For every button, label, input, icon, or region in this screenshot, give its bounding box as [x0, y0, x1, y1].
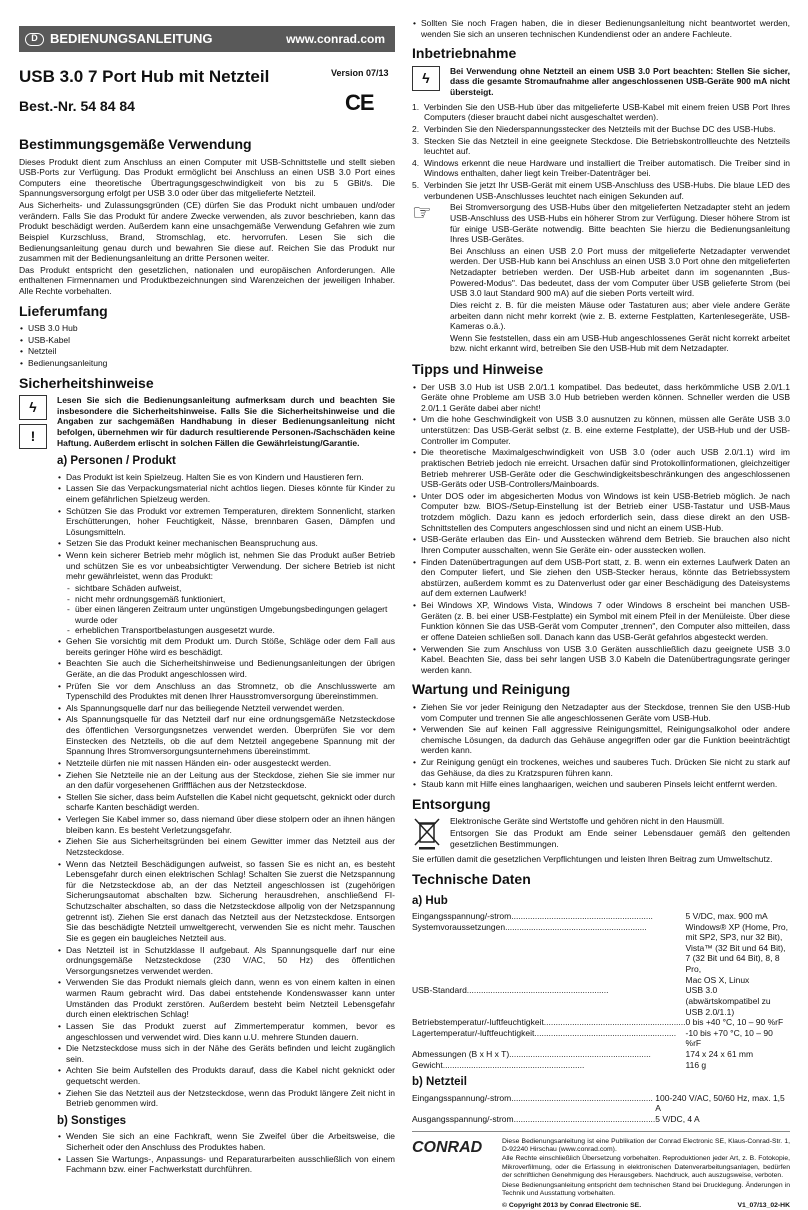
subheading-misc: b) Sonstiges	[57, 1114, 395, 1128]
spec-value: 0 bis +40 °C, 10 – 90 %rF	[686, 1017, 790, 1028]
step-number: 3.	[412, 136, 419, 147]
left-column	[19, 130, 395, 1176]
spec-key: Systemvoraussetzungen............................................................	[412, 922, 686, 943]
step-text: Verbinden Sie den Niederspannungsstecker des Netzteils mit der Buchse DC des USB-Hubs.	[424, 124, 776, 134]
list-item: • Verwenden Sie das Produkt niemals gleich dann, wenn es von einem kalten in einen warmen Raum gebracht wird. Das dabei entstehende Kondenswasser kann unter Umständen das Produkt zerstören. Außerdem besteht beim Netzteil Lebensgefahr durch einen elektrischen Schlag!	[57, 977, 395, 1020]
spec-value: 174 x 24 x 61 mm	[686, 1049, 790, 1060]
list-item: • Um die hohe Geschwindigkeit von USB 3.0 ausnutzen zu können, müssen alle Geräte USB 3.0 unterstützen: Das USB-Gerät selbst (z. B. eine externe Festplatte), der USB-Hub und der USB-Controller im Computer.	[412, 414, 790, 446]
list-item: • Lassen Sie das Produkt zuerst auf Zimmertemperatur kommen, bevor es angeschlossen und verwendet wird. Dies kann u.U. mehrere Stunden dauern.	[57, 1021, 395, 1042]
ce-mark: CE	[345, 89, 374, 117]
subheading-persons: a) Personen / Produkt	[57, 454, 395, 468]
usage-paragraph: Dieses Produkt dient zum Anschluss an einen Computer mit USB-Schnittstelle und stellt sieben USB-Ports zur Verfügung. Das Produkt ermöglicht bei Anschluss an einen USB 3.0 Port eines Computers eine theoretische Übertragungsgeschwindigkeit von bis zu 5 GBit/s. Die Spannungsversorgung erfolgt per USB 3.0 oder über das mitgelieferte Netzteil.	[19, 157, 395, 200]
high-voltage-icon: ϟ	[412, 66, 440, 91]
spec-value: -10 bis +70 °C, 10 – 90 %rF	[686, 1028, 790, 1049]
language-d-icon: D	[25, 33, 44, 46]
spec-key: Eingangsspannung/-strom............................................................	[412, 1093, 655, 1114]
right-column	[412, 18, 790, 1210]
spec-key: Lagertemperatur/-luftfeuchtigkeit............................................................	[412, 1028, 686, 1049]
step-number: 1.	[412, 102, 419, 113]
contents-list	[19, 323, 395, 369]
table-row	[412, 975, 790, 986]
note-paragraph: Wenn Sie feststellen, dass ein am USB-Hub angeschlossenes Gerät nicht korrekt arbeitet bzw. nicht erkannt wird, betreiben Sie den USB-Hub mit dem Netzadapter.	[450, 333, 790, 354]
misc-list	[57, 1131, 395, 1175]
questions-list	[412, 18, 790, 39]
disposal-box	[412, 816, 790, 850]
list-item: • Staub kann mit Hilfe eines langhaarigen, weichen und sauberen Pinsels leicht entfernt werden.	[412, 779, 790, 790]
high-voltage-icon: ϟ	[19, 395, 47, 420]
section-heading-setup: Inbetriebnahme	[412, 45, 790, 63]
footer-text: Alle Rechte einschließlich Übersetzung vorbehalten. Reproduktionen jeder Art, z. B. Fotokopie, Mikroverfilmung, oder die Erfassung in elektronischen Datenverarbeitungsanlagen, bedürfen der schriftlichen Genehmigung des Herausgebers. Nachdruck, auch auszugsweise, verboten.	[502, 1155, 790, 1180]
table-row	[412, 1028, 790, 1049]
copyright: © Copyright 2013 by Conrad Electronic SE.	[502, 1202, 641, 1210]
note-paragraph: Bei Stromversorgung des USB-Hubs über den mitgelieferten Netzadapter steht an jedem USB-Anschluss des USB-Hubs ein höherer Strom zur Verfügung. Dieser höhere Strom ist für einige USB-Geräte notwendig. Bitte beachten Sie hierzu die Bedienungsanleitung Ihres USB-Gerätes.	[450, 202, 790, 245]
pointing-hand-icon: ☞	[412, 202, 442, 355]
list-item: • Ziehen Sie das Netzteil aus der Netzsteckdose, wenn das Produkt längere Zeit nicht in Betrieb genommen wird.	[57, 1088, 395, 1109]
list-item: • Die theoretische Maximalgeschwindigkeit von USB 3.0 (oder auch USB 2.0/1.1) wird im praktischen Betrieb jedoch nie erreicht. Ursachen dafür sind Protokollinformationen, gleichzeitiger Betrieb mehrerer USB-Geräte oder die Geschwindigkeitsbeschränkungen des angeschlossenen USB-Geräts oder USB-Controllers/Mainboards.	[412, 447, 790, 490]
crossed-bin-icon	[412, 816, 442, 850]
spec-value: 116 g	[686, 1060, 790, 1071]
step-text: Stecken Sie das Netzteil in eine geeignete Steckdose. Die Betriebskontrollleuchte des Netzteils leuchtet auf.	[424, 136, 790, 157]
list-item: • Wenn kein sicherer Betrieb mehr möglich ist, nehmen Sie das Produkt außer Betrieb und schützen Sie es vor unbeabsichtigter Verwendung. Der sichere Betrieb ist nicht mehr gewährleistet, wenn das Produkt:	[57, 550, 395, 582]
table-row	[412, 1093, 790, 1114]
step-item	[412, 180, 790, 201]
conrad-logo: CONRAD	[412, 1138, 492, 1210]
disposal-note: Sie erfüllen damit die gesetzlichen Verpflichtungen und leisten Ihren Beitrag zum Umweltschutz.	[412, 854, 790, 865]
spec-key: Eingangsspannung/-strom............................................................	[412, 911, 686, 922]
spec-key: Abmessungen (B x H x T)............................................................	[412, 1049, 686, 1060]
list-item: • Verwenden Sie zum Anschluss von USB 3.0 Geräten ausschließlich dazu geeignete USB 3.0 Kabel. Beachten Sie, dass bei sehr langen USB 3.0 Kabeln die Datenübertragungsrate geringer werden kann.	[412, 644, 790, 676]
list-item: • Achten Sie beim Aufstellen des Produkts darauf, dass die Kabel nicht geknickt oder gequetscht werden.	[57, 1065, 395, 1086]
list-item: • Gehen Sie vorsichtig mit dem Produkt um. Durch Stöße, Schläge oder dem Fall aus bereits geringer Höhe wird es beschädigt.	[57, 636, 395, 657]
spec-key: Ausgangsspannung/-strom............................................................	[412, 1114, 655, 1125]
list-item: • Unter DOS oder im abgesicherten Modus von Windows ist kein USB-Betrieb möglich. Je nach Computer bzw. BIOS-/Setup-Einstellung ist der Betrieb einer USB-Tastatur und USB-Maus trotzdem möglich. Dazu kann es jedoch erforderlich sein, dass diese direkt an den USB-Schnittstellen des Computers angeschlossen sind und nicht an einem USB-Hub.	[412, 491, 790, 534]
safety-warning-text: Lesen Sie sich die Bedienungsanleitung aufmerksam durch und beachten Sie insbesondere die Sicherheitshinweise. Falls Sie die Sicherheitshinweise und die Angaben zur sachgemäßen Handhabung in dieser Bedienungsanleitung nicht befolgen, übernehmen wir für dadurch resultierende Personen-/Sachschäden keine Haftung. Außerdem erlischt in solchen Fällen die Gewährleistung/Garantie.	[57, 395, 395, 448]
step-text: Verbinden Sie jetzt Ihr USB-Gerät mit einem USB-Anschluss des USB-Hubs. Die blaue LED des verbundenen USB-Anschlusses leuchtet nach einigen Sekunden auf.	[424, 180, 790, 201]
order-number: Best.-Nr. 54 84 84	[19, 98, 135, 116]
spec-value: Windows® XP (Home, Pro, mit SP2, SP3, nur 32 Bit),	[686, 922, 790, 943]
spec-value: Vista™ (32 Bit und 64 Bit), 7 (32 Bit und 64 Bit), 8, 8 Pro,	[686, 943, 790, 975]
section-heading-tips: Tipps und Hinweise	[412, 361, 790, 379]
list-item: • Ziehen Sie aus Sicherheitsgründen bei einem Gewitter immer das Netzteil aus der Netzsteckdose.	[57, 836, 395, 857]
hub-spec-table	[412, 911, 790, 1070]
list-item: • Verlegen Sie Kabel immer so, dass niemand über diese stolpern oder an ihnen hängen bleiben kann. Es besteht Verletzungsgefahr.	[57, 814, 395, 835]
list-item: • Bedienungsanleitung	[19, 358, 395, 369]
step-item	[412, 102, 790, 123]
spec-key: Betriebstemperatur/-luftfeuchtigkeit............................................................	[412, 1017, 686, 1028]
spec-value: 5 V/DC, max. 900 mA	[686, 911, 790, 922]
document-title: USB 3.0 7 Port Hub mit Netzteil	[19, 66, 269, 87]
warning-icon: !	[19, 424, 47, 449]
list-item: • Finden Datenübertragungen auf dem USB-Port statt, z. B. wenn ein externes Laufwerk Daten an den Computer liefert, und Sie ziehen den USB-Stecker heraus, könnte das Betriebssystem abstürzen, außerdem kommt es zu Datenverlust oder gar einer Beschädigung des Dateisystems auf dem externen Laufwerk!	[412, 557, 790, 600]
spec-value: USB 3.0 (abwärtskompatibel zu USB 2.0/1.1)	[686, 985, 790, 1017]
usage-paragraph: Das Produkt entspricht den gesetzlichen, nationalen und europäischen Anforderungen. Alle enthaltenen Firmennamen und Produktbezeichnungen sind Warenzeichen der jeweiligen Inhaber. Alle Rechte vorbehalten.	[19, 265, 395, 297]
list-item: - sichtbare Schäden aufweist,	[66, 583, 395, 594]
safety-list	[57, 472, 395, 582]
step-number: 5.	[412, 180, 419, 191]
list-item: • Lassen Sie das Verpackungsmaterial nicht achtlos liegen. Dieses könnte für Kinder zu einem gefährlichen Spielzeug werden.	[57, 483, 395, 504]
note-paragraph: Bei Anschluss an einen USB 2.0 Port muss der mitgelieferte Netzadapter verwendet werden. Der USB-Hub kann bei Anschluss an einen USB 3.0 Port ohne den mitgelieferten Netzadapter betrieben werden. Der USB-Hub arbeitet dann im sogenannten „Bus-Powered-Modus". Das bedeutet, dass der vom Computer über USB gelieferte Strom (bei USB 3.0 laut Standard 900 mA) auf die sieben Ports verteilt wird.	[450, 246, 790, 299]
list-item: - über einen längeren Zeitraum unter ungünstigen Umgebungsbedingungen gelagert wurde oder	[66, 604, 395, 625]
step-item	[412, 158, 790, 179]
setup-warning-text: Bei Verwendung ohne Netzteil an einem USB 3.0 Port beachten: Stellen Sie sicher, dass die gesamte Stromaufnahme aller angeschlossenen USB-Geräte 900 mA nicht übersteigt.	[450, 66, 790, 98]
list-item: • Zur Reinigung genügt ein trockenes, weiches und sauberes Tuch. Drücken Sie nicht zu stark auf das Gehäuse, da dies zu Kratzspuren führen kann.	[412, 757, 790, 778]
section-heading-tech: Technische Daten	[412, 871, 790, 889]
list-item: • Stellen Sie sicher, dass beim Aufstellen die Kabel nicht gequetscht, geknickt oder durch scharfe Kanten beschädigt werden.	[57, 792, 395, 813]
list-item: • USB-Kabel	[19, 335, 395, 346]
step-text: Verbinden Sie den USB-Hub über das mitgelieferte USB-Kabel mit einem freien USB Port Ihres Computers (dieser braucht dabei nicht ausgeschaltet werden).	[424, 102, 790, 123]
table-row	[412, 1060, 790, 1071]
usage-paragraph: Aus Sicherheits- und Zulassungsgründen (CE) dürfen Sie das Produkt nicht umbauen und/oder verändern. Falls Sie das Produkt für andere Zwecke verwenden, als zuvor beschrieben, kann das Produkt beschädigt werden. Außerdem kann eine unsachgemäße Verwendung Gefahren wie zum Beispiel Kurzschluss, Brand, Stromschlag, etc. hervorrufen. Lesen Sie sich die Bedienungsanleitung genau durch und bewahren Sie diese auf. Reichen Sie das Produkt nur zusammen mit der Bedienungsanleitung an dritte Personen weiter.	[19, 200, 395, 264]
setup-warning	[412, 66, 790, 99]
subheading-hub: a) Hub	[412, 894, 790, 908]
doc-code: V1_07/13_02-HK	[737, 1202, 790, 1210]
list-item: • Schützen Sie das Produkt vor extremen Temperaturen, direktem Sonnenlicht, starken Erschütterungen, hoher Feuchtigkeit, Nässe, brennbaren Gasen, Dämpfen und Lösungsmitteln.	[57, 506, 395, 538]
subheading-psu: b) Netzteil	[412, 1075, 790, 1089]
list-item: • Beachten Sie auch die Sicherheitshinweise und Bedienungsanleitungen der übrigen Geräte, an die das Produkt angeschlossen wird.	[57, 658, 395, 679]
table-row	[412, 1017, 790, 1028]
list-item: • Prüfen Sie vor dem Anschluss an das Stromnetz, ob die Anschlusswerte am Typenschild des Produktes mit denen Ihrer Hausstromversorgung übereinstimmen.	[57, 681, 395, 702]
list-item: • Lassen Sie Wartungs-, Anpassungs- und Reparaturarbeiten ausschließlich von einem Fachmann bzw. einer Fachwerkstatt durchführen.	[57, 1154, 395, 1175]
disposal-text: Elektronische Geräte sind Wertstoffe und gehören nicht in den Hausmüll.	[450, 816, 790, 827]
table-row	[412, 1114, 790, 1125]
list-item: • Das Netzteil ist in Schutzklasse II aufgebaut. Als Spannungsquelle darf nur eine ordnungsgemäße Netzsteckdose (230 V/AC, 50 Hz) des öffentlichen Versorgungsnetzes verwendet werden.	[57, 945, 395, 977]
section-heading-maintenance: Wartung und Reinigung	[412, 681, 790, 699]
spec-value: 5 V/DC, 4 A	[655, 1114, 790, 1125]
spec-value: 100-240 V/AC, 50/60 Hz, max. 1,5 A	[655, 1093, 790, 1114]
header-bar	[19, 26, 395, 52]
list-item: • Setzen Sie das Produkt keiner mechanischen Beanspruchung aus.	[57, 538, 395, 549]
table-row	[412, 922, 790, 943]
step-number: 4.	[412, 158, 419, 169]
note-paragraph: Dies reicht z. B. für die meisten Mäuse oder Tastaturen aus; aber viele andere Geräte arbeiten dann nicht mehr korrekt (wie z. B. externe Festplatten, Kartenlesegeräte, USB-Kameras o.ä.).	[450, 300, 790, 332]
table-row	[412, 943, 790, 975]
version-label: Version 07/13	[331, 68, 389, 79]
header-label: BEDIENUNGSANLEITUNG	[50, 31, 213, 47]
section-heading-disposal: Entsorgung	[412, 796, 790, 814]
table-row	[412, 911, 790, 922]
spec-key	[412, 943, 686, 975]
step-number: 2.	[412, 124, 419, 135]
list-item: • Als Spannungsquelle darf nur das beiliegende Netzteil verwendet werden.	[57, 703, 395, 714]
header-url: www.conrad.com	[286, 32, 385, 47]
list-item: • Der USB 3.0 Hub ist USB 2.0/1.1 kompatibel. Das bedeutet, dass herkömmliche USB 2.0/1.1 Geräte ohne Probleme am USB 3.0 Hub betrieben werden können. Schneller werden die USB 2.0/1.1 Geräte dabei aber nicht!	[412, 382, 790, 414]
safety-list-continued	[57, 636, 395, 1109]
list-item: • Das Produkt ist kein Spielzeug. Halten Sie es von Kindern und Haustieren fern.	[57, 472, 395, 483]
section-heading-contents: Lieferumfang	[19, 303, 395, 321]
setup-steps	[412, 102, 790, 202]
maintenance-list	[412, 702, 790, 790]
condition-list	[57, 583, 395, 636]
footer-text: Diese Bedienungsanleitung entspricht dem technischen Stand bei Drucklegung. Änderungen in Technik und Ausstattung vorbehalten.	[502, 1182, 790, 1199]
header-label-group	[25, 31, 213, 47]
section-heading-usage: Bestimmungsgemäße Verwendung	[19, 136, 395, 154]
spec-key: USB-Standard............................................................	[412, 985, 686, 1017]
step-item	[412, 124, 790, 135]
list-item: • Wenn das Netzteil Beschädigungen aufweist, so fassen Sie es nicht an, es besteht Lebensgefahr durch einen elektrischen Schlag! Schalten Sie zuerst die Netzspannung für die Netzsteckdose ab, an der das Netzteil angeschlossen ist (zugehörigen Sicherungsautomat abschalten bzw. Sicherung herausdrehen, anschließend FI-Schutzschalter abschalten, so dass die Netzsteckdose allpolig von der Netzspannung getrennt ist). Ziehen Sie erst danach das Netzteil aus der Netzsteckdose. Entsorgen Sie das beschädigte Netzteil umweltgerecht, verwenden Sie es nicht mehr. Tauschen Sie es gegen ein baugleiches Netzteil aus.	[57, 859, 395, 944]
list-item: • Netzteile dürfen nie mit nassen Händen ein- oder ausgesteckt werden.	[57, 758, 395, 769]
table-row	[412, 1049, 790, 1060]
list-item: • Wenden Sie sich an eine Fachkraft, wenn Sie Zweifel über die Arbeitsweise, die Sicherheit oder den Anschluss des Produktes haben.	[57, 1131, 395, 1152]
spec-key: Gewicht............................................................	[412, 1060, 686, 1071]
spec-key	[412, 975, 686, 986]
list-item: • Ziehen Sie vor jeder Reinigung den Netzadapter aus der Steckdose, trennen Sie den USB-Hub vom Computer und trennen Sie alle angeschlossenen Geräte vom USB-Hub.	[412, 702, 790, 723]
list-item: • Verwenden Sie auf keinen Fall aggressive Reinigungsmittel, Reinigungsalkohol oder andere chemische Lösungen, da dadurch das Gehäuse angegriffen oder gar die Funktion beeinträchtigt werden kann.	[412, 724, 790, 756]
list-item: • Als Spannungsquelle für das Netzteil darf nur eine ordnungsgemäße Netzsteckdose des öffentlichen Versorgungsnetzes verwendet werden. Überprüfen Sie vor dem Einstecken des Netzteils, ob die auf dem Netzteil angegebene Spannung mit der Spannung Ihres Stromversorgungsunternehmens übereinstimmt.	[57, 714, 395, 757]
list-item: • Bei Windows XP, Windows Vista, Windows 7 oder Windows 8 erscheint bei manchen USB-Geräten (z. B. bei einer USB-Festplatte) ein Symbol mit einem Pfeil in der Menüleiste. Über diese Funktion können Sie das USB-Gerät vom Computer „trennen", den Computer also mitteilen, dass er offene Dateien schließen soll. Danach kann das USB-Gerät gefahrlos abgesteckt werden.	[412, 600, 790, 643]
psu-spec-table	[412, 1093, 790, 1125]
list-item: • Netzteil	[19, 346, 395, 357]
step-text: Windows erkennt die neue Hardware und installiert die Treiber automatisch. Die Treiber sind in Windows enthalten, daher liegt kein Treiber-Datenträger bei.	[424, 158, 790, 179]
step-item	[412, 136, 790, 157]
safety-warning	[19, 395, 395, 449]
list-item: - erheblichen Transportbelastungen ausgesetzt wurde.	[66, 625, 395, 636]
list-item: • USB 3.0 Hub	[19, 323, 395, 334]
list-item: • Sollten Sie noch Fragen haben, die in dieser Bedienungsanleitung nicht beantwortet werden, wenden Sie sich an unseren technischen Kundendienst oder an andere Fachleute.	[412, 18, 790, 39]
footer-text: Diese Bedienungsanleitung ist eine Publikation der Conrad Electronic SE, Klaus-Conrad-Str. 1, D-92240 Hirschau (www.conrad.com).	[502, 1138, 790, 1155]
footer	[412, 1131, 790, 1210]
tips-list	[412, 382, 790, 676]
setup-note	[412, 202, 790, 355]
disposal-text: Entsorgen Sie das Produkt am Ende seiner Lebensdauer gemäß den geltenden gesetzlichen Bestimmungen.	[450, 828, 790, 849]
list-item: • Ziehen Sie Netzteile nie an der Leitung aus der Steckdose, ziehen Sie sie immer nur an den dafür vorgesehenen Griffflächen aus der Netzsteckdose.	[57, 770, 395, 791]
table-row	[412, 985, 790, 1017]
list-item: • Die Netzsteckdose muss sich in der Nähe des Geräts befinden und leicht zugänglich sein.	[57, 1043, 395, 1064]
spec-value: Mac OS X, Linux	[686, 975, 790, 986]
list-item: - nicht mehr ordnungsgemäß funktioniert,	[66, 594, 395, 605]
list-item: • USB-Geräte erlauben das Ein- und Ausstecken während dem Betrieb. Sie brauchen also nicht Ihren Computer ausschalten, wenn Sie Geräte ein- oder ausstecken wollen.	[412, 534, 790, 555]
section-heading-safety: Sicherheitshinweise	[19, 375, 395, 393]
